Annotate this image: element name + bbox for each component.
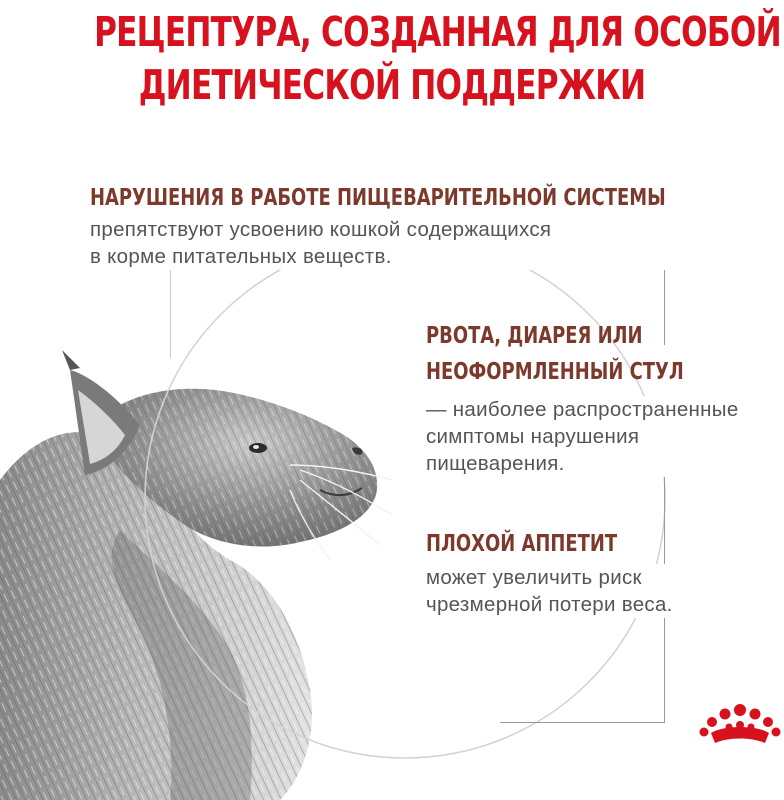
point-text (426, 564, 673, 618)
point-text (90, 216, 784, 270)
point-heading-line: РВОТА, ДИАРЕЯ ИЛИ (426, 323, 643, 349)
page-title-line-1: РЕЦЕПТУРА, СОЗДАННАЯ ДЛЯ ОСОБОЙ (94, 8, 781, 56)
point-heading-line: НЕОФОРМЛЕННЫЙ СТУЛ (426, 359, 684, 385)
point-text-line: может увеличить риск (426, 564, 673, 591)
page-title-line-2: ДИЕТИЧЕСКОЙ ПОДДЕРЖКИ (138, 61, 646, 109)
point-heading-line: ПЛОХОЙ АППЕТИТ (426, 531, 618, 557)
point-heading (426, 526, 618, 562)
point-poor-appetite (426, 526, 673, 618)
point-digestive-disorders (90, 180, 784, 270)
point-heading (426, 318, 684, 390)
point-text-line: пищеварения. (426, 450, 756, 477)
point-text (426, 396, 756, 477)
point-heading (90, 180, 666, 216)
frame-line-left (170, 268, 171, 358)
point-text-line: симптомы нарушения (426, 423, 756, 450)
point-symptoms (426, 318, 756, 477)
frame-line-bottom (500, 722, 665, 723)
crown-logo-icon (699, 703, 781, 749)
point-text-line: в корме питательных веществ. (90, 243, 784, 270)
point-text-line: препятствуют усвоению кошкой содержащихся (90, 216, 784, 243)
point-text-line: чрезмерной потери веса. (426, 593, 673, 616)
point-text-line: — наиболее распространенные (426, 396, 756, 423)
point-heading-line: НАРУШЕНИЯ В РАБОТЕ ПИЩЕВАРИТЕЛЬНОЙ СИСТЕМЫ (90, 185, 666, 211)
